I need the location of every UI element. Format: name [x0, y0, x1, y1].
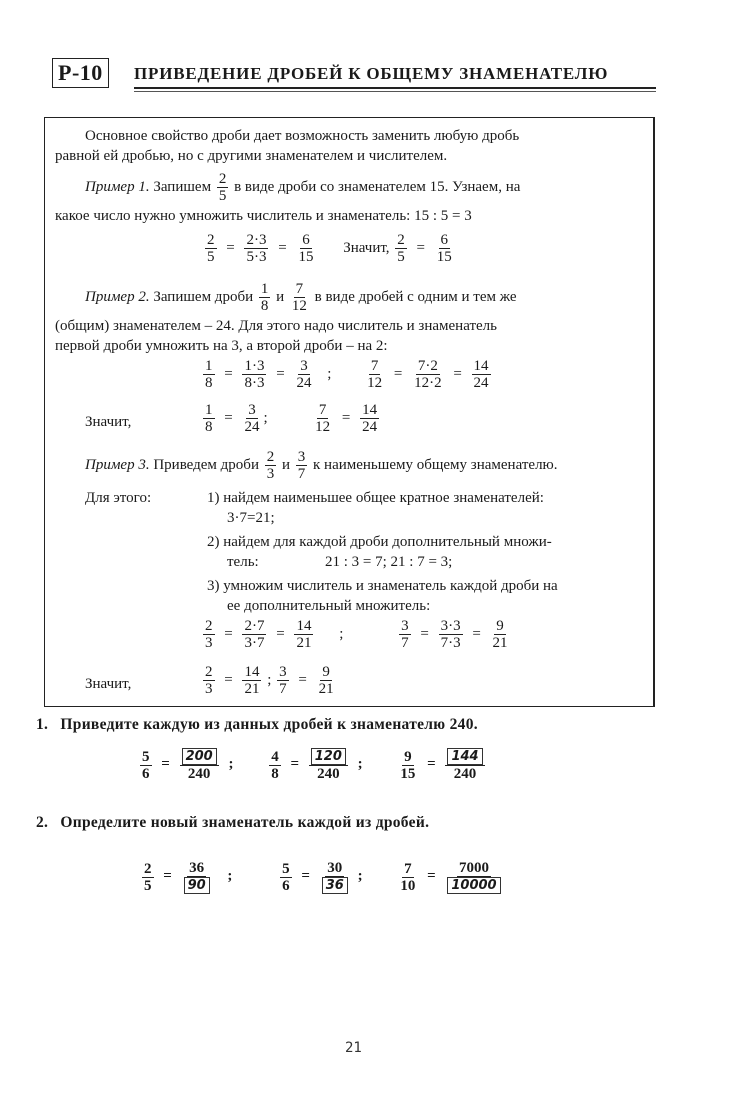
math-operator: = — [341, 409, 351, 426]
math-operator: = — [393, 365, 403, 382]
fraction — [242, 664, 261, 697]
task-text: Определите новый знаменатель каждой из дробей. — [60, 814, 430, 831]
math-operator: = — [420, 625, 429, 642]
fraction-numerator: 2 — [266, 449, 275, 466]
example2-label: Пример 2. — [85, 289, 150, 305]
text-span: в виде дробей с одним и тем же — [314, 289, 517, 305]
fraction-numerator: 9 — [404, 748, 412, 765]
fraction-denominator: 12 — [315, 419, 331, 435]
fraction — [320, 860, 350, 894]
text-span: и — [276, 289, 285, 305]
math-operator: = — [290, 756, 300, 773]
fraction-denominator: 7 — [401, 635, 409, 651]
fraction-denominator: 240 — [187, 766, 211, 782]
fraction-numerator: 3 — [248, 402, 256, 418]
fraction — [365, 358, 384, 391]
fraction — [140, 749, 152, 782]
fraction — [399, 618, 411, 651]
fraction-denominator: 240 — [453, 766, 477, 782]
fraction-denominator: 21 — [244, 681, 260, 697]
fraction-numerator: 14 — [362, 402, 378, 418]
fraction-numerator: 2 — [397, 232, 405, 248]
math-operator: = — [472, 625, 481, 642]
fraction-denominator: 24 — [296, 375, 312, 391]
fraction-numerator: 7 — [370, 358, 379, 374]
fraction — [203, 618, 215, 651]
fraction-numerator: 2 — [205, 618, 213, 634]
fraction-numerator: 14 — [296, 618, 312, 634]
fraction — [296, 232, 315, 265]
fraction-numerator: 14 — [473, 358, 489, 374]
text-span: к наименьшему общему знаменателю. — [313, 457, 558, 473]
fraction-denominator: 12·2 — [414, 375, 442, 391]
example1-text-a: Запишем — [153, 179, 212, 195]
math-operator: = — [276, 625, 285, 642]
step3-line2: ее дополнительный множитель: — [227, 598, 431, 614]
example1-calc — [203, 232, 456, 265]
task1-equations — [138, 748, 487, 782]
section-code: Р-10 — [52, 58, 109, 88]
step2-line2: тель: — [227, 554, 259, 570]
fraction — [290, 281, 309, 314]
fraction-denominator: 24 — [244, 419, 260, 435]
theory-box — [44, 117, 655, 707]
math-operator: = — [163, 868, 172, 885]
title-underline-thin — [134, 91, 656, 92]
fraction-denominator: 21 — [492, 635, 508, 651]
fraction-numerator — [309, 748, 348, 766]
fraction — [472, 358, 491, 391]
fraction-numerator: 5 — [142, 748, 150, 765]
fraction-denominator: 5 — [144, 877, 152, 894]
fraction-numerator: 7000 — [458, 860, 489, 876]
math-operator: ; — [357, 756, 363, 773]
math-operator: = — [427, 756, 436, 773]
fraction-denominator: 24 — [473, 375, 489, 391]
math-operator: = — [427, 868, 436, 885]
step3-line1: 3) умножим числитель и знаменатель каждой дроби на — [207, 578, 558, 594]
math-operator: ; — [357, 868, 363, 885]
math-operator: = — [226, 239, 235, 256]
fraction-denominator — [445, 877, 502, 894]
math-operator: = — [224, 409, 233, 426]
fraction-denominator: 5·3 — [246, 249, 267, 265]
math-operator: = — [161, 756, 170, 773]
task2-equations — [140, 860, 505, 894]
example2-line3: первой дроби умножить на 3, а второй дроби – на 2: — [55, 338, 388, 354]
step2-calc: 21 : 3 = 7; 21 : 7 = 3; — [325, 554, 453, 570]
fraction — [180, 748, 219, 782]
math-operator: = — [416, 239, 426, 256]
task-text: Приведите каждую из данных дробей к знаменателю 240. — [60, 716, 478, 733]
fraction-denominator: 8 — [260, 298, 269, 315]
fraction-numerator: 2 — [207, 232, 215, 248]
example2-line1 — [85, 280, 517, 314]
section-title: ПРИВЕДЕНИЕ ДРОБЕЙ К ОБЩЕМУ ЗНАМЕНАТЕЛЮ — [134, 64, 609, 83]
fraction — [313, 402, 332, 435]
fraction-denominator: 12 — [291, 298, 307, 315]
fraction-numerator — [180, 748, 219, 766]
answer-box[interactable]: 90 — [184, 877, 210, 894]
fraction — [242, 358, 266, 391]
fraction — [203, 402, 215, 435]
intro-line-2: равной ей дробью, но с другими знаменателем и числителем. — [55, 148, 448, 164]
fraction-numerator: 3 — [297, 449, 306, 466]
fraction-denominator: 5 — [397, 249, 405, 265]
fraction-denominator: 15 — [400, 765, 416, 782]
fraction-numerator: 6 — [302, 232, 310, 248]
fraction-numerator: 2·3 — [246, 232, 267, 248]
answer-box[interactable]: 120 — [311, 748, 346, 765]
text-span: Запишем дроби — [153, 289, 254, 305]
fraction-numerator: 5 — [282, 860, 290, 877]
text-span: и — [281, 457, 290, 473]
fraction-numerator: 7 — [295, 281, 304, 298]
example1-line1 — [85, 170, 520, 204]
math-operator: = — [278, 239, 287, 256]
fraction-denominator — [320, 877, 350, 894]
fraction — [439, 618, 463, 651]
example2-result — [201, 402, 381, 435]
fraction-denominator: 5 — [207, 249, 215, 265]
fraction-denominator: 6 — [282, 877, 290, 894]
example3-result — [201, 664, 338, 697]
math-operator: = — [224, 365, 233, 382]
fraction — [259, 281, 271, 314]
fraction-numerator: 4 — [271, 748, 279, 765]
answer-box[interactable]: 144 — [447, 748, 482, 765]
fraction — [217, 171, 229, 204]
fraction-denominator — [182, 877, 212, 894]
title-underline — [134, 87, 656, 89]
intro-line-1: Основное свойство дроби дает возможность заменить любую дробь — [85, 128, 520, 144]
fraction — [242, 618, 266, 651]
task-number: 1. — [36, 716, 49, 733]
fraction-numerator: 3·3 — [440, 618, 461, 634]
fraction — [242, 402, 261, 435]
therefore-label: Значит, — [85, 676, 132, 692]
fraction — [412, 358, 444, 391]
fraction — [395, 232, 407, 265]
fraction-numerator: 30 — [327, 860, 343, 876]
math-operator: ; — [327, 365, 332, 382]
fraction — [309, 748, 348, 782]
fraction-denominator: 21 — [296, 635, 312, 651]
step1-line1: 1) найдем наименьшее общее кратное знаменателей: — [207, 490, 544, 506]
fraction — [398, 861, 417, 894]
math-operator: = — [224, 625, 233, 642]
fraction-denominator: 8 — [205, 419, 213, 435]
example3-label: Пример 3. — [85, 457, 150, 473]
fraction-denominator: 15 — [436, 249, 452, 265]
task-number: 2. — [36, 814, 49, 831]
math-operator: ; — [228, 756, 234, 773]
step1-line2: 3·7=21; — [227, 510, 275, 526]
fraction — [265, 449, 277, 482]
fraction — [360, 402, 379, 435]
fraction — [142, 861, 154, 894]
fraction — [317, 664, 336, 697]
fraction — [182, 860, 212, 894]
example2-calc — [201, 358, 493, 391]
fraction-denominator: 7·3 — [440, 635, 461, 651]
example2-line2: (общим) знаменателем – 24. Для этого надо числитель и знаменатель — [55, 318, 498, 334]
step2-line1: 2) найдем для каждой дроби дополнительный множи- — [207, 534, 552, 550]
example1-text-b: в виде дроби со знаменателем 15. Узнаем, на — [234, 179, 521, 195]
fraction — [277, 664, 289, 697]
math-operator: = — [301, 868, 310, 885]
fraction-denominator: 8 — [271, 765, 279, 782]
math-operator: = — [298, 671, 307, 688]
fraction — [244, 232, 268, 265]
therefore-label: Значит, — [85, 414, 132, 430]
therefore-label: Значит, — [343, 239, 390, 256]
fraction-numerator: 1 — [205, 402, 213, 418]
fraction — [294, 618, 313, 651]
fraction-numerator: 2 — [144, 860, 152, 877]
math-operator: = — [453, 365, 462, 382]
fraction-denominator: 10 — [400, 877, 416, 894]
fraction-numerator: 2 — [218, 171, 227, 188]
example3-calc — [201, 618, 512, 651]
page-number: 21 — [345, 1040, 362, 1056]
fraction-numerator: 6 — [440, 232, 449, 248]
fraction — [491, 618, 510, 651]
answer-box[interactable]: 200 — [182, 748, 217, 765]
fraction-numerator: 9 — [322, 664, 330, 680]
answer-box[interactable]: 36 — [322, 877, 348, 894]
example1-line2: какое число нужно умножить числитель и знаменатель: 15 : 5 = 3 — [55, 208, 472, 224]
text-span: Приведем дроби — [153, 457, 259, 473]
fraction-numerator: 7 — [404, 860, 412, 877]
fraction-numerator: 3 — [300, 358, 308, 374]
fraction — [296, 449, 308, 482]
fraction-denominator: 3 — [205, 635, 213, 651]
text-span: ; — [263, 409, 268, 426]
fraction-denominator: 7 — [279, 681, 287, 697]
fraction-numerator — [445, 748, 484, 766]
fraction-numerator: 36 — [189, 860, 205, 876]
fraction-denominator: 8 — [205, 375, 213, 391]
fraction-numerator: 1 — [205, 358, 213, 374]
math-operator: ; — [227, 868, 233, 885]
fraction-denominator: 7 — [297, 466, 306, 483]
answer-box[interactable]: 10000 — [447, 877, 500, 894]
section-header — [42, 56, 622, 92]
fraction-numerator: 7·2 — [417, 358, 438, 374]
fraction — [398, 749, 417, 782]
fraction — [445, 860, 502, 894]
fraction — [205, 232, 217, 265]
fraction-denominator: 3·7 — [244, 635, 265, 651]
fraction-numerator: 7 — [318, 402, 327, 418]
math-operator: ; — [339, 625, 344, 642]
fraction-numerator: 1 — [260, 281, 269, 298]
fraction-denominator: 3 — [205, 681, 213, 697]
fraction-numerator: 3 — [279, 664, 287, 680]
fraction — [445, 748, 484, 782]
fraction-denominator: 5 — [218, 188, 227, 205]
fraction-numerator: 9 — [496, 618, 504, 634]
fraction-denominator: 24 — [362, 419, 378, 435]
fraction-denominator: 3 — [266, 466, 275, 483]
fraction — [269, 749, 281, 782]
fraction-denominator: 240 — [317, 766, 340, 782]
fraction — [280, 861, 292, 894]
fraction — [435, 232, 454, 265]
for-this-label: Для этого: — [85, 490, 152, 506]
fraction-numerator: 3 — [401, 618, 409, 634]
text-span: ; — [267, 671, 272, 688]
fraction — [203, 358, 215, 391]
fraction-denominator: 6 — [142, 765, 150, 782]
fraction-denominator: 12 — [367, 375, 383, 391]
fraction-denominator: 15 — [298, 249, 314, 265]
fraction — [294, 358, 313, 391]
task2-title — [36, 814, 429, 832]
fraction-denominator: 21 — [318, 681, 334, 697]
fraction-denominator: 8·3 — [244, 375, 265, 391]
fraction-numerator: 2 — [205, 664, 213, 680]
example1-label: Пример 1. — [85, 179, 150, 195]
fraction-numerator: 2·7 — [244, 618, 265, 634]
fraction-numerator: 14 — [244, 664, 260, 680]
math-operator: = — [276, 365, 285, 382]
example3-line1 — [85, 448, 558, 482]
task1-title — [36, 716, 478, 734]
fraction — [203, 664, 215, 697]
math-operator: = — [224, 671, 233, 688]
fraction-numerator: 1·3 — [244, 358, 265, 374]
